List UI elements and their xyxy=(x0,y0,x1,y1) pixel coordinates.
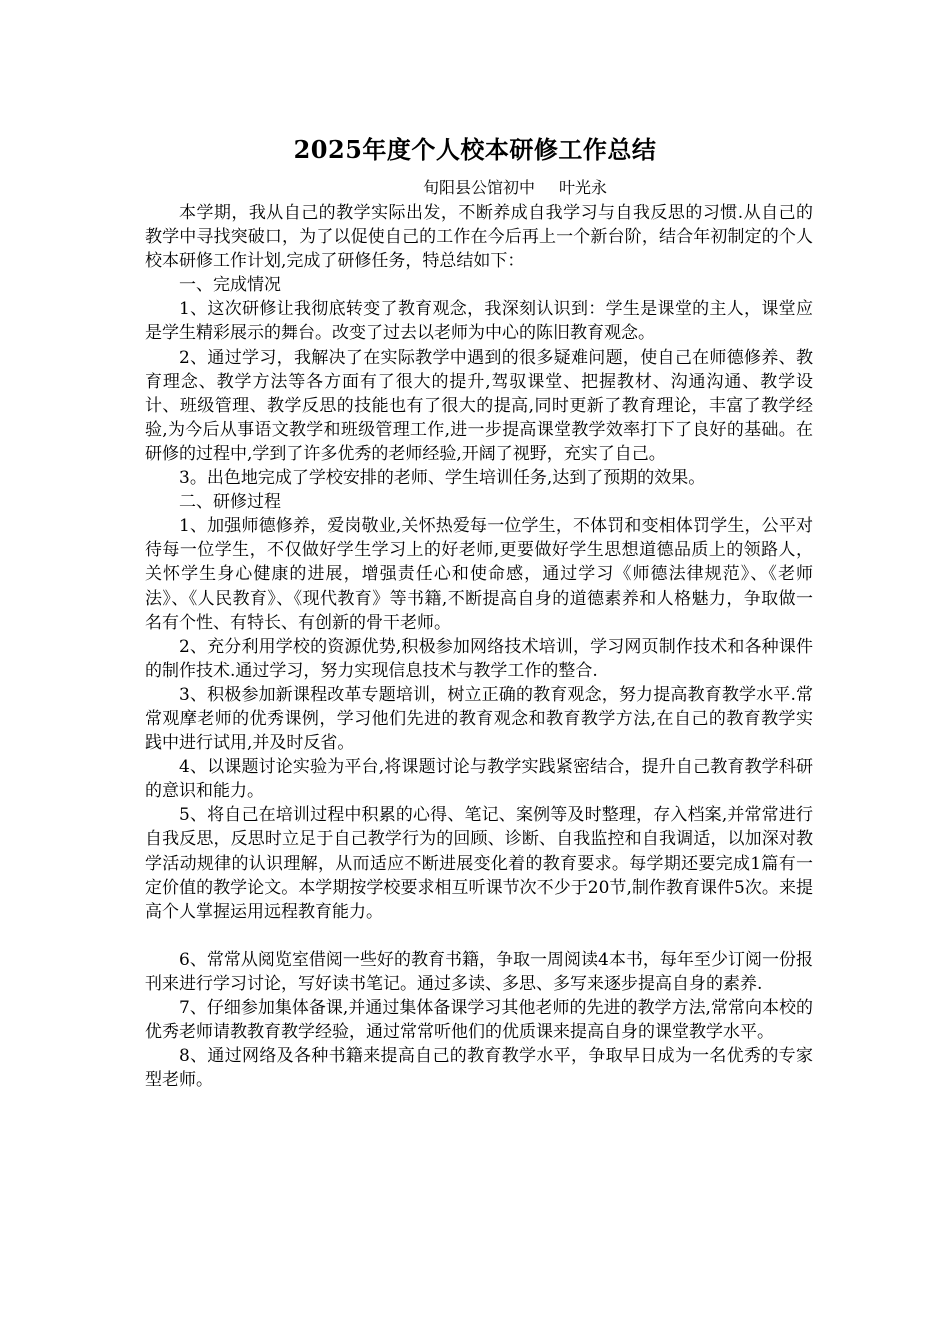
paragraph: 1、加强师德修养，爱岗敬业,关怀热爱每一位学生，不体罚和变相体罚学生，公平对待每一位学生，不仅做好学生学习上的好老师,更要做好学生思想道德品质上的领路人，关怀学生身心健康的进展，增强责任心和使命感，通过学习《师德法律规范》、《老师法》、《人民教育》、《现代教育》等书籍,不断提高自身的道德素养和人格魅力，争取做一名有个性、有特长、有创新的骨干老师。 xyxy=(145,516,813,633)
section-heading-completion: 一、完成情况 xyxy=(179,275,281,296)
author-line xyxy=(0,176,950,200)
author-school: 旬阳县公馆初中 xyxy=(422,178,535,197)
intro-paragraph: 本学期，我从自己的教学实际出发，不断养成自我学习与自我反思的习惯.从自己的教学中寻找突破口，为了以促使自己的工作在今后再上一个新台阶，结合年初制定的个人校本研修工作计划,完成了研修任务，特总结如下： xyxy=(145,203,813,272)
paragraph: 3。出色地完成了学校安排的老师、学生培训任务,达到了预期的效果。 xyxy=(179,468,706,489)
paragraph: 6、常常从阅览室借阅一些好的教育书籍，争取一周阅读4本书，每年至少订阅一份报刊来进行学习讨论，写好读书笔记。通过多读、多思、多写来逐步提高自身的素养. xyxy=(145,949,813,994)
paragraph: 5、将自己在培训过程中积累的心得、笔记、案例等及时整理，存入档案,并常常进行自我反思，反思时立足于自己教学行为的回顾、诊断、自我监控和自我调适，以加深对教学活动规律的认识理解，从而适应不断进展变化着的教育要求。每学期还要完成1篇有一定价值的教学论文。本学期按学校要求相互听课节次不少于20节,制作教育课件5次。来提高个人掌握运用远程教育能力。 xyxy=(145,805,813,922)
paragraph: 3、积极参加新课程改革专题培训，树立正确的教育观念，努力提高教育教学水平.常常观摩老师的优秀课例，学习他们先进的教育观念和教育教学方法,在自己的教育教学实践中进行试用,并及时反省。 xyxy=(145,684,813,754)
paragraph: 4、以课题讨论实验为平台,将课题讨论与教学实践紧密结合，提升自己教育教学科研的意识和能力。 xyxy=(145,757,813,802)
author-name: 叶光永 xyxy=(559,178,608,197)
document-title: 2025年度个人校本研修工作总结 xyxy=(293,135,657,164)
paragraph: 8、通过网络及各种书籍来提高自己的教育教学水平，争取早日成为一名优秀的专家型老师。 xyxy=(145,1046,813,1091)
paragraph: 2、充分利用学校的资源优势,积极参加网络技术培训，学习网页制作技术和各种课件的制作技术.通过学习，努力实现信息技术与教学工作的整合. xyxy=(145,636,813,681)
section-heading-process: 二、研修过程 xyxy=(179,492,281,513)
paragraph: 2、通过学习，我解决了在实际教学中遇到的很多疑难问题，使自己在师德修养、教育理念、教学方法等各方面有了很大的提升,驾驭课堂、把握教材、沟通沟通、教学设计、班级管理、教学反思的技能也有了很大的提高,同时更新了教育理论，丰富了教学经验,为今后从事语文教学和班级管理工作,进一步提高课堂教学效率打下了良好的基础。在研修的过程中,学到了许多优秀的老师经验,开阔了视野，充实了自己。 xyxy=(145,347,813,464)
paragraph: 7、仔细参加集体备课,并通过集体备课学习其他老师的先进的教学方法,常常向本校的优秀老师请教教育教学经验，通过常常听他们的优质课来提高自身的课堂教学水平。 xyxy=(145,998,813,1043)
document-body xyxy=(145,201,813,1092)
paragraph: 1、这次研修让我彻底转变了教育观念，我深刻认识到：学生是课堂的主人，课堂应是学生精彩展示的舞台。改变了过去以老师为中心的陈旧教育观念。 xyxy=(145,299,813,344)
